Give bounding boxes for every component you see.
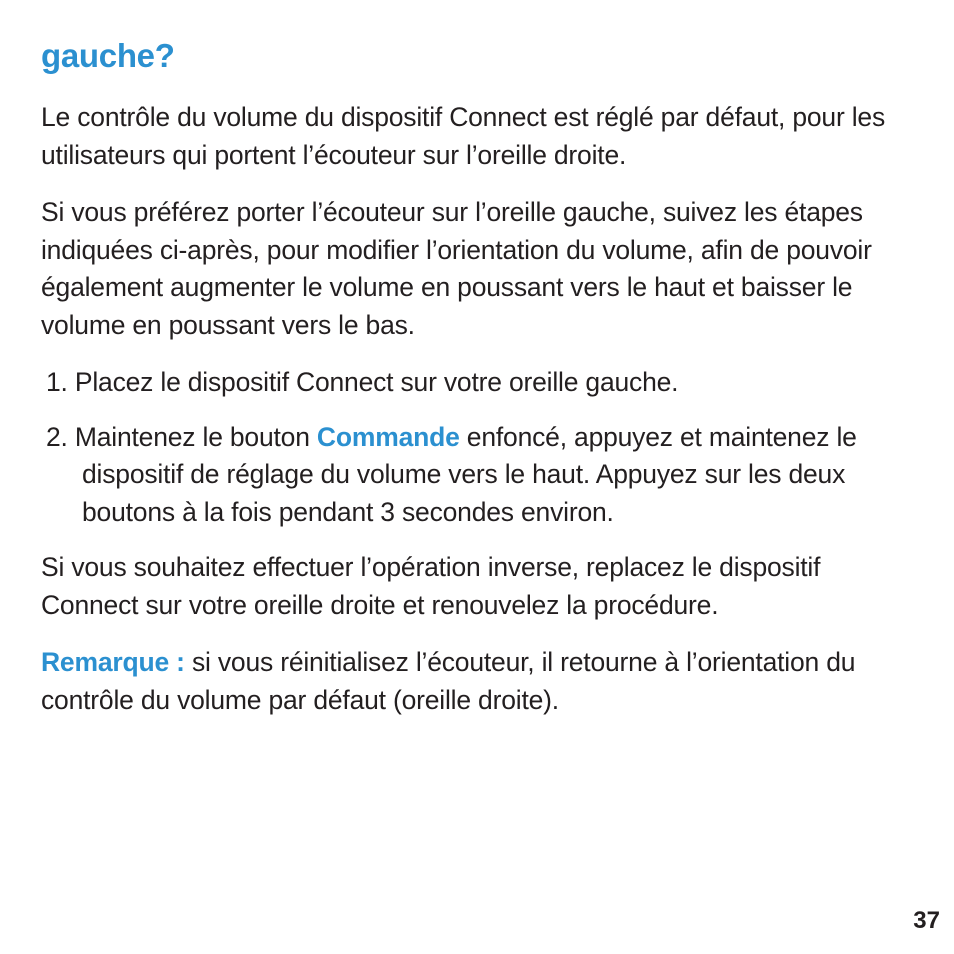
note-text: si vous réinitialisez l’écouteur, il retourne à l’orientation du contrôle du volume par défaut (oreille droite).: [41, 647, 856, 715]
page-number: 37: [913, 907, 940, 934]
page-heading: gauche?: [41, 37, 175, 74]
note-paragraph: [41, 644, 921, 719]
instructions-paragraph: Si vous préférez porter l’écouteur sur l’oreille gauche, suivez les étapes indiquées ci-après, pour modifier l’orientation du volume, afin de pouvoir également augmenter le volume en poussant vers le haut et baisser le volume en poussant vers le bas.: [41, 197, 872, 340]
steps-list: [41, 364, 921, 531]
step-item-2: [41, 419, 921, 532]
closing-paragraph: Si vous souhaitez effectuer l’opération inverse, replacez le dispositif Connect sur votre oreille droite et renouvelez la procédure.: [41, 552, 821, 620]
step-number-1: 1.: [46, 367, 68, 397]
step-text-2-after: enfoncé, appuyez et maintenez le dispositif de réglage du volume vers le haut. Appuyez sur les deux boutons à la fois pendant 3 secondes environ.: [82, 421, 857, 527]
page-content: [41, 36, 921, 739]
step-text-2-before: Maintenez le bouton: [74, 421, 310, 452]
intro-paragraph: Le contrôle du volume du dispositif Connect est réglé par défaut, pour les utilisateurs qui portent l’écouteur sur l’oreille droite.: [41, 102, 886, 170]
step-number-2: 2.: [46, 421, 68, 452]
command-button-label: Commande: [316, 421, 460, 452]
note-label: Remarque :: [41, 647, 185, 677]
step-item-1: [41, 364, 921, 402]
step-text-1: Placez le dispositif Connect sur votre oreille gauche.: [74, 367, 679, 397]
